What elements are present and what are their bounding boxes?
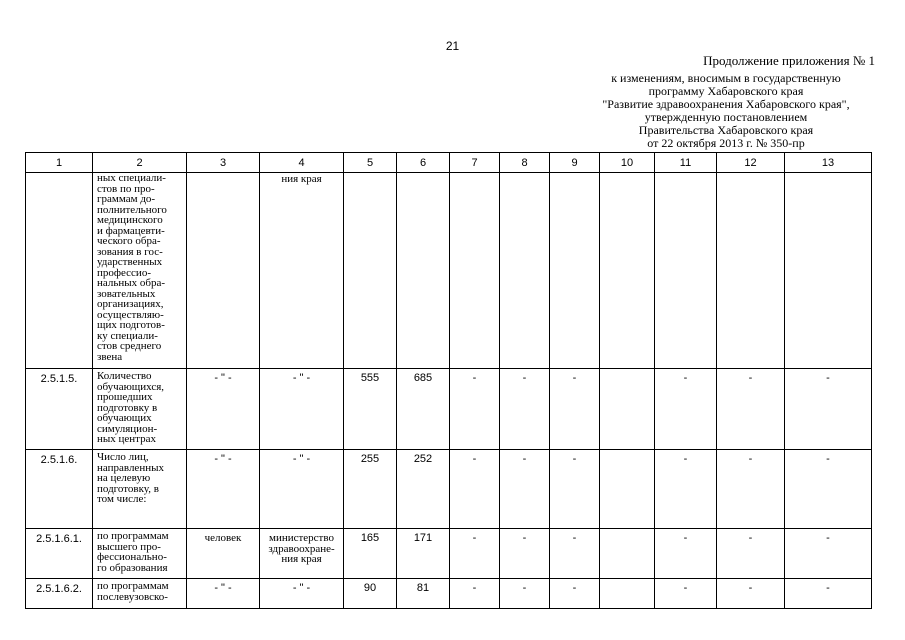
- row-value: -: [500, 579, 550, 609]
- row-value: [344, 173, 397, 369]
- row-unit: [187, 173, 260, 369]
- annex-subtitle: [590, 72, 862, 150]
- row-value: -: [550, 529, 600, 579]
- row-value: -: [500, 529, 550, 579]
- row-value: [500, 173, 550, 369]
- column-header: 8: [500, 153, 550, 173]
- row-value: -: [785, 450, 872, 529]
- row-value: -: [717, 579, 785, 609]
- column-header: 12: [717, 153, 785, 173]
- row-executor: министерство здравоохране- ния края: [260, 529, 344, 579]
- row-unit: - " -: [187, 450, 260, 529]
- row-code: [26, 173, 93, 369]
- row-value: 685: [397, 369, 450, 450]
- row-unit: - " -: [187, 369, 260, 450]
- column-header: 7: [450, 153, 500, 173]
- row-unit: человек: [187, 529, 260, 579]
- table-row: [26, 173, 872, 369]
- row-value: [550, 173, 600, 369]
- column-header: 4: [260, 153, 344, 173]
- row-value: [600, 529, 655, 579]
- row-name: Количество обучающихся, прошедших подготовку в обучающих симуляцион- ных центрах: [93, 369, 187, 450]
- row-code: 2.5.1.6.: [26, 450, 93, 529]
- table-row: [26, 529, 872, 579]
- table-row: [26, 579, 872, 609]
- annex-line: Правительства Хабаровского края: [638, 123, 814, 137]
- annex-line: "Развитие здравоохранения Хабаровского края",: [602, 97, 850, 111]
- row-value: [655, 173, 717, 369]
- row-executor: - " -: [260, 450, 344, 529]
- row-value: -: [655, 529, 717, 579]
- table-row: [26, 450, 872, 529]
- row-value: 165: [344, 529, 397, 579]
- row-value: -: [785, 369, 872, 450]
- row-value: -: [785, 579, 872, 609]
- row-value: -: [655, 450, 717, 529]
- row-code: 2.5.1.6.1.: [26, 529, 93, 579]
- row-executor: ния края: [260, 173, 344, 369]
- row-value: -: [655, 579, 717, 609]
- row-value: -: [550, 450, 600, 529]
- column-header: 6: [397, 153, 450, 173]
- row-value: -: [717, 369, 785, 450]
- column-header: 2: [93, 153, 187, 173]
- row-value: -: [500, 450, 550, 529]
- row-value: [600, 173, 655, 369]
- row-name: по программам послевузовско-: [93, 579, 187, 609]
- row-value: [785, 173, 872, 369]
- row-value: -: [785, 529, 872, 579]
- row-value: 252: [397, 450, 450, 529]
- row-value: 90: [344, 579, 397, 609]
- row-executor: - " -: [260, 579, 344, 609]
- row-value: [600, 579, 655, 609]
- row-value: -: [450, 369, 500, 450]
- row-name: ных специали- стов по про- граммам до- полнительного медицинского и фармацевти- ческого обра- зования в гос- ударственных профессио- нальных обра- зовательных организациях, осуществляю- щих подготов- ку специали- стов среднего звена: [93, 173, 187, 369]
- row-name: по программам высшего про- фессионально- го образования: [93, 529, 187, 579]
- row-value: 255: [344, 450, 397, 529]
- column-header: 5: [344, 153, 397, 173]
- row-executor: - " -: [260, 369, 344, 450]
- row-name: Число лиц, направленных на целевую подготовку, в том числе:: [93, 450, 187, 529]
- row-value: 81: [397, 579, 450, 609]
- annex-line: к изменениям, вносимым в государственную: [611, 71, 841, 85]
- column-header: 10: [600, 153, 655, 173]
- row-value: [397, 173, 450, 369]
- column-header: 13: [785, 153, 872, 173]
- row-value: -: [500, 369, 550, 450]
- row-unit: - " -: [187, 579, 260, 609]
- row-value: [450, 173, 500, 369]
- row-code: 2.5.1.6.2.: [26, 579, 93, 609]
- column-header: 3: [187, 153, 260, 173]
- annex-line: от 22 октября 2013 г. № 350-пр: [647, 136, 805, 150]
- table-row: [26, 369, 872, 450]
- row-code: 2.5.1.5.: [26, 369, 93, 450]
- indicators-table: [25, 152, 872, 609]
- header-row: [26, 153, 872, 173]
- row-value: -: [450, 529, 500, 579]
- row-value: -: [450, 579, 500, 609]
- row-value: -: [550, 369, 600, 450]
- annex-line: утвержденную постановлением: [644, 110, 808, 124]
- annex-line: программу Хабаровского края: [648, 84, 804, 98]
- row-value: 555: [344, 369, 397, 450]
- annex-title: Продолжение приложения № 1: [703, 53, 875, 68]
- row-value: 171: [397, 529, 450, 579]
- row-value: [717, 173, 785, 369]
- row-value: -: [450, 450, 500, 529]
- row-value: [600, 369, 655, 450]
- row-value: -: [550, 579, 600, 609]
- column-header: 9: [550, 153, 600, 173]
- row-value: -: [717, 450, 785, 529]
- row-value: -: [717, 529, 785, 579]
- column-header: 1: [26, 153, 93, 173]
- column-header: 11: [655, 153, 717, 173]
- row-value: -: [655, 369, 717, 450]
- row-value: [600, 450, 655, 529]
- page-number: 21: [445, 39, 460, 53]
